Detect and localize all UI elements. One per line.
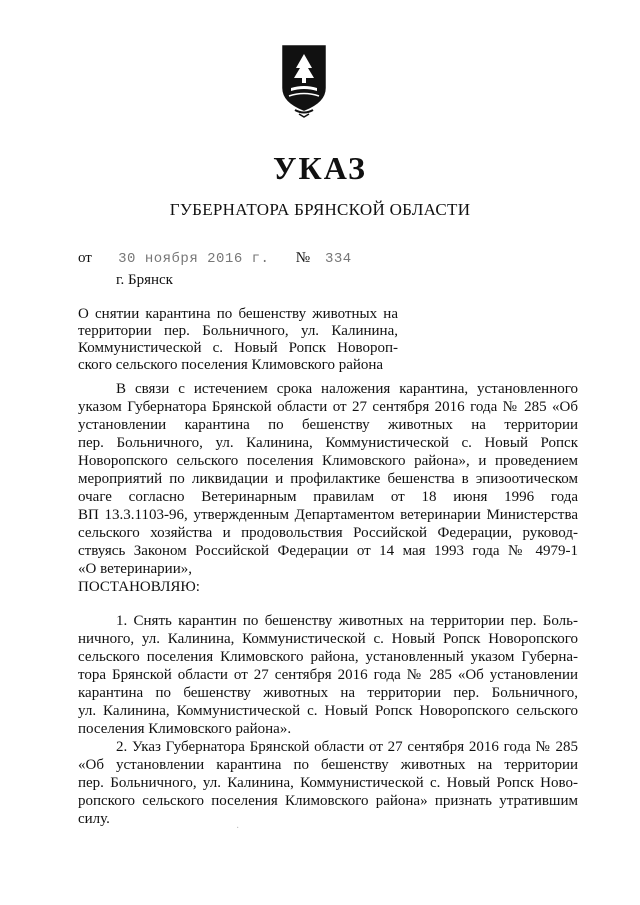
scan-mark: ·	[236, 823, 240, 834]
city-name: г. Брянск	[116, 272, 173, 288]
date-number-line	[78, 250, 352, 267]
item-2-line: «Об установлении карантина по бешенству животных на территории	[78, 757, 578, 773]
document-subtitle: ГУБЕРНАТОРА БРЯНСКОЙ ОБЛАСТИ	[169, 200, 471, 219]
preamble-line: указом Губернатора Брянской области от 27 сентября 2016 года № 285 «Об	[78, 399, 578, 415]
date-prefix: от	[78, 250, 92, 266]
preamble-line: сельского хозяйства и продовольствия Российской Федерации, руковод-	[78, 525, 578, 541]
bryansk-coat-of-arms-icon	[281, 44, 327, 118]
preamble-line: ВП 13.3.1103-96, утвержденным Департаментом ветеринарии Министерства	[78, 507, 578, 523]
preamble-line: ствуясь Законом Российской Федерации от 14 мая 1993 года № 4979-1	[78, 543, 578, 559]
subject-block	[78, 306, 398, 374]
preamble-line: «О ветеринарии»,	[78, 561, 192, 577]
paragraph-gap	[78, 596, 578, 612]
item-2-line: 2. Указ Губернатора Брянской области от 27 сентября 2016 года № 285	[116, 739, 578, 755]
preamble-line: пер. Больничного, ул. Калинина, Коммунистической с. Новый Ропск	[78, 435, 578, 451]
subject-line: Коммунистической с. Новый Ропск Новороп-	[78, 340, 398, 356]
preamble-line: В связи с истечением срока наложения карантина, установленного	[116, 381, 578, 397]
item-1-line: ничного, ул. Калинина, Коммунистической с. Новый Ропск Новоропского	[78, 631, 578, 647]
preamble-line: очаге согласно Ветеринарным правилам от 18 июня 1996 года	[78, 489, 578, 505]
item-2-line: силу.	[78, 811, 110, 827]
item-2-line: пер. Больничного, ул. Калинина, Коммунистической с. Новый Ропск Ново-	[78, 775, 578, 791]
item-1-line: ул. Калинина, Коммунистической с. Новый Ропск Новоропского сельского	[78, 703, 578, 719]
item-1-line: 1. Снять карантин по бешенству животных на территории пер. Боль-	[116, 613, 578, 629]
subject-line: территории пер. Больничного, ул. Калинина,	[78, 323, 398, 339]
item-2-line: ропского сельского поселения Климовского района» признать утратившим	[78, 793, 578, 809]
document-body	[78, 380, 578, 828]
preamble-line: мероприятий по ликвидации и профилактике бешенства в эпизоотическом	[78, 471, 578, 487]
document-title: УКАЗ	[273, 150, 367, 186]
number-prefix: №	[295, 250, 310, 266]
item-1-line: карантина по бешенству животных на территории пер. Больничного,	[78, 685, 578, 701]
item-1-line: поселения Климовского района».	[78, 721, 292, 737]
preamble-line: установлении карантина по бешенству животных на территории	[78, 417, 578, 433]
number-value: 334	[325, 251, 352, 267]
preamble-line: Новоропского сельского поселения Климовского района», и проведением	[78, 453, 578, 469]
subject-line: ского сельского поселения Климовского района	[78, 357, 384, 373]
decree-word: ПОСТАНОВЛЯЮ:	[78, 579, 200, 595]
item-1-line: сельского поселения Климовского района, установленный указом Губерна-	[78, 649, 578, 665]
subject-line: О снятии карантина по бешенству животных на	[78, 306, 398, 322]
item-1-line: тора Брянской области от 27 сентября 2016 года № 285 «Об установлении	[78, 667, 578, 683]
date-value: 30 ноября 2016 г.	[118, 251, 270, 267]
